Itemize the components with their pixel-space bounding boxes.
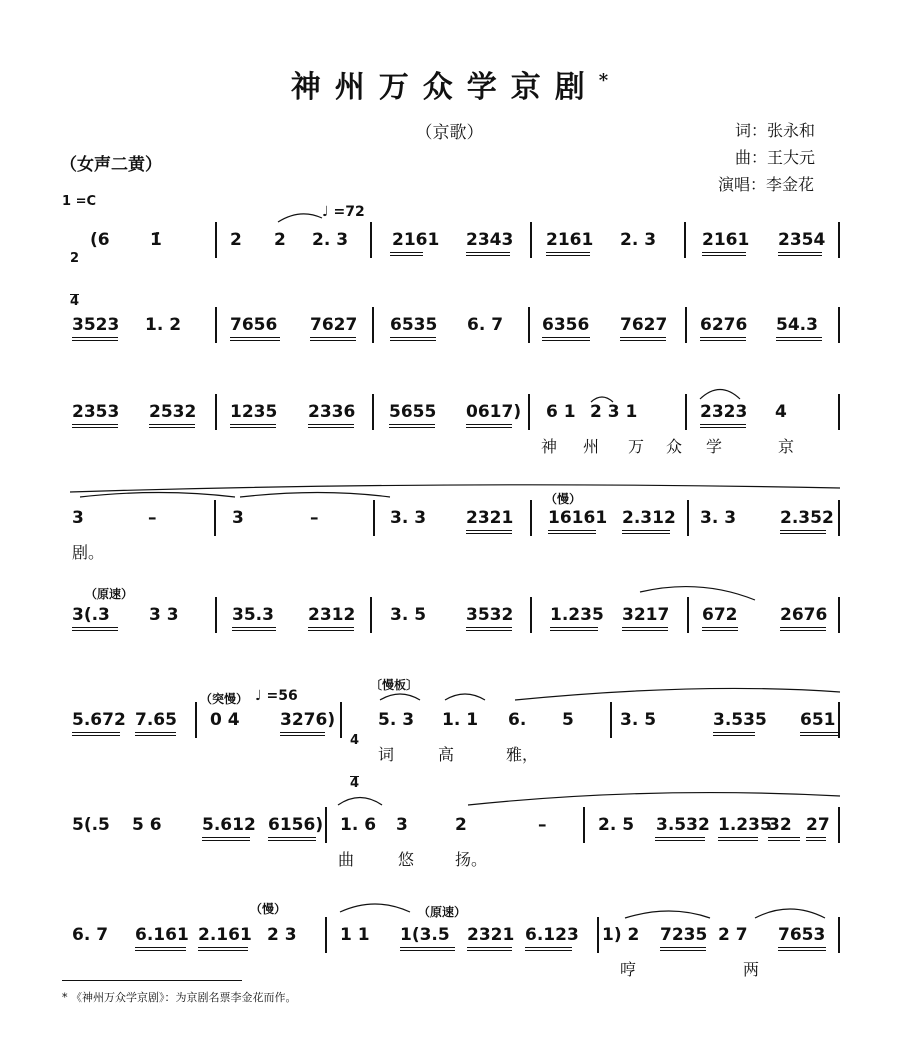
note-group: 2.352 [780,508,834,528]
note-group: 1. 6 [340,815,377,835]
note-group: 6156) [268,815,324,835]
tie-long [70,485,840,492]
note-group: 5 [562,710,574,730]
footnote: * 《神州万众学京剧》：为京剧名票李金花而作。 [62,991,297,1004]
note-group: 1.235 [550,605,604,625]
slur-8 [338,798,382,806]
note-group: 2321 [467,925,515,945]
expression-slow: （慢） [545,492,582,506]
composer-credit: 曲：王大元 [735,148,816,167]
lyricist-credit: 词：张永和 [735,121,816,140]
note-group: 3 [72,508,84,528]
time-sig-later-top: 4 [350,733,360,748]
note-group: 2. 3 [620,230,657,250]
note-group: 0 4 [210,710,240,730]
note-group: 4 [775,402,787,422]
lyric-syllable: 曲 [338,850,355,869]
note-group: 1 1 [340,925,370,945]
note-group: 2161 [546,230,594,250]
note-group: 651 [800,710,836,730]
note-group: 6.123 [525,925,579,945]
lyric-syllable: 悠 [398,850,415,869]
slur-9 [468,793,840,805]
note-group: 6535 [390,315,438,335]
note-group: – [310,508,319,528]
note-group: 6276 [700,315,748,335]
note-group: 3523 [72,315,120,335]
note-group: 3. 3 [700,508,737,528]
note-group: 1.235 [718,815,772,835]
time-sig-bottom: 4 [70,294,80,309]
note-group: 3. 5 [390,605,427,625]
expression-original-speed-2: （原速） [418,905,467,919]
note-group: – [538,815,547,835]
title-text: 神州万众学京剧 [290,70,599,105]
slur-12 [755,909,825,918]
note-group: 2 [274,230,286,250]
slur-10 [340,904,410,912]
note-group: 5655 [389,402,437,422]
note-group: 2321 [466,508,514,528]
footnote-rule [62,980,242,981]
note-group: 2353 [72,402,120,422]
note-group: 7627 [620,315,668,335]
note-group: 7.65 [135,710,177,730]
note-group: 54.3 [776,315,818,335]
slur-2 [591,397,613,402]
lyric-syllable: 高 [438,745,455,764]
note-group: 2 7 [718,925,748,945]
tempo-mark-2: ♩ =56 [255,688,298,704]
note-group: 5.612 [202,815,256,835]
note-group: 35.3 [232,605,274,625]
lyric-syllable: 州 [583,437,600,456]
note-group: 2.161 [198,925,252,945]
note-group: 6. [508,710,527,730]
note-group: 16161 [548,508,608,528]
lyric-syllable: 两 [743,960,760,979]
note-group: 1235 [230,402,278,422]
note-group: 5. 3 [378,710,415,730]
note-group: 2161 [392,230,440,250]
note-group: 2. 5 [598,815,635,835]
time-sig-top: 2 [70,251,80,266]
note-group: 2 3 [267,925,297,945]
note-group: 0617) [466,402,522,422]
note-group: 1̇ [150,230,162,250]
lyric-syllable: 词 [378,745,395,764]
slur-1 [278,214,322,222]
slur-11 [625,911,710,918]
note-group: 7653 [778,925,826,945]
singer-credit: 演唱：李金花 [718,175,815,194]
subtitle: （京歌） [415,123,484,143]
note-group: 3.532 [656,815,710,835]
note-group: 2676 [780,605,828,625]
note-group: 2323 [700,402,748,422]
note-group: 2354 [778,230,826,250]
slur-6 [445,694,485,700]
note-group: 3(.3 [72,605,110,625]
note-group: 1. 1 [442,710,479,730]
title-footnote-mark: * [598,70,609,91]
voice-mode-label: （女声二黄） [60,155,162,175]
key-signature: 1 =C [62,194,97,209]
note-group: 7235 [660,925,708,945]
time-sig-later-bottom: 4 [350,776,360,791]
note-group: 2 3 1 [590,402,638,422]
note-group: 2 [455,815,467,835]
note-group: 2 [230,230,242,250]
lyric-syllable: 京 [778,437,795,456]
note-group: (6 [90,230,110,250]
note-group: 5 6 [132,815,162,835]
note-group: 5(.5 [72,815,110,835]
lyric-syllable: 学 [706,437,723,456]
slur-5 [380,694,420,700]
note-group: 6. 7 [72,925,109,945]
slur-4 [640,587,755,600]
tempo-mark: ♩ =72 [322,204,365,220]
note-group: 6356 [542,315,590,335]
note-group: 32 [768,815,792,835]
note-group: 2532 [149,402,197,422]
note-group: 6.161 [135,925,189,945]
slur-7 [515,688,840,700]
slur-3 [700,390,740,400]
note-group: 2161 [702,230,750,250]
lyric-syllable: 哼 [620,960,637,979]
expression-slow-board: 〔慢板〕 [370,678,419,692]
note-group: 2312 [308,605,356,625]
lyric-syllable: 神 [541,437,558,456]
tie-2 [240,493,390,498]
note-group: – [148,508,157,528]
note-group: 3. 3 [390,508,427,528]
note-group: 27 [806,815,830,835]
note-group: 672 [702,605,738,625]
expression-original-speed: （原速） [85,587,134,601]
expression-slow-2: （慢） [250,902,287,916]
note-group: 3217 [622,605,670,625]
expression-sudden-slow: （突慢） [200,692,249,706]
tie-1 [80,493,235,498]
note-group: 3 [396,815,408,835]
note-group: 3. 5 [620,710,657,730]
note-group: 7627 [310,315,358,335]
note-group: 2343 [466,230,514,250]
note-group: 3 3 [149,605,179,625]
note-group: 7656 [230,315,278,335]
lyric-syllable: 剧。 [72,543,105,562]
note-group: 3.535 [713,710,767,730]
note-group: 6. 7 [467,315,504,335]
note-group: 3 [232,508,244,528]
lyric-syllable: 雅， [506,745,539,764]
lyric-syllable: 扬。 [455,850,488,869]
note-group: 1(3.5 [400,925,450,945]
note-group: 3532 [466,605,514,625]
note-group: 2. 3 [312,230,349,250]
note-group: 1. 2 [145,315,182,335]
lyric-syllable: 众 [666,437,683,456]
note-group: 3276) [280,710,336,730]
note-group: 6 1 [546,402,576,422]
note-group: 5.672 [72,710,126,730]
note-group: 2.312 [622,508,676,528]
note-group: 1) 2 [602,925,640,945]
note-group: 2336 [308,402,356,422]
lyric-syllable: 万 [628,437,645,456]
